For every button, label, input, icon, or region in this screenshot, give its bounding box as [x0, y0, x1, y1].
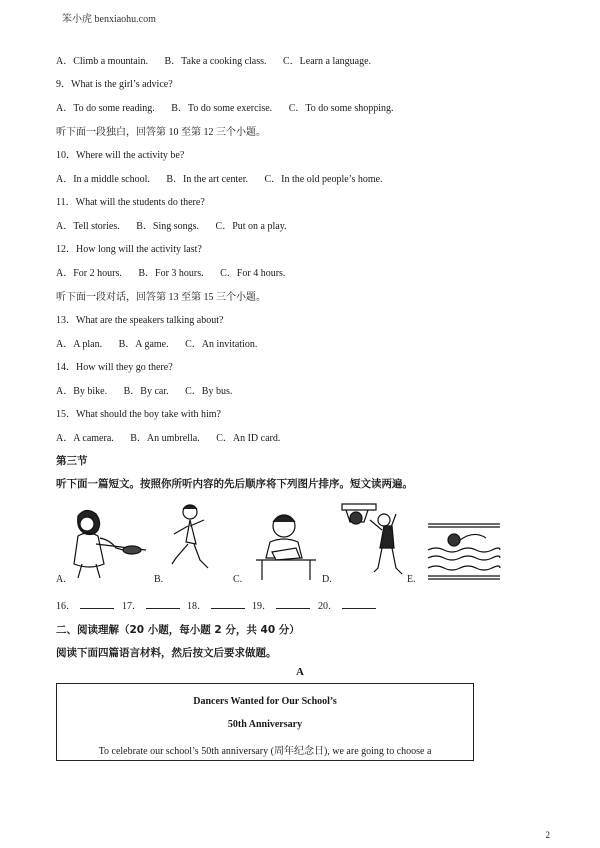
q15-option-b: B．An umbrella.: [130, 433, 200, 444]
violin-girl-picture: [74, 510, 146, 578]
picture-row: [56, 500, 536, 588]
answer-blank-19-line: [276, 598, 310, 609]
q9-option-a: A．To do some reading.: [56, 103, 155, 114]
passage-text: To celebrate our school’s 50th anniversary (周年纪念日), we are going to choose a: [98, 746, 432, 757]
passage-label: A: [296, 666, 304, 678]
picture-label-d: D.: [322, 574, 332, 585]
swimmer-picture: [428, 524, 500, 579]
q14-options: [56, 382, 246, 397]
q13-option-a: A．A plan.: [56, 339, 103, 350]
watermark: 笨小虎 benxiaohu.com: [62, 14, 156, 25]
q11-options: [56, 217, 301, 232]
answer-blank-17-label: 17．: [122, 601, 142, 612]
q11-option-c: C．Put on a play.: [215, 221, 287, 232]
instruction-10-12: 听下面一段独白，回答第 10 至第 12 三个小题。: [56, 127, 266, 138]
answer-blank-20[interactable]: [318, 597, 376, 612]
q12-question: 12．How long will the activity last?: [56, 244, 202, 255]
answer-blank-17-line: [146, 598, 180, 609]
part2-instruction: 阅读下面四篇语言材料，然后按文后要求做题。: [56, 647, 277, 659]
answer-blank-18[interactable]: [187, 597, 245, 612]
passage-box: [56, 683, 474, 761]
q12-option-c: C．For 4 hours.: [220, 268, 286, 279]
q15-options: [56, 429, 294, 444]
basketball-player-picture: [342, 504, 402, 574]
q13-options: [56, 335, 271, 350]
q10-option-c: C．In the old people’s home.: [264, 174, 383, 185]
answer-blank-18-line: [211, 598, 245, 609]
q15-question: 15．What should the boy take with him?: [56, 409, 221, 420]
answer-blank-19[interactable]: [252, 597, 310, 612]
q14-question: 14．How will they go there?: [56, 362, 173, 373]
q11-question: 11．What will the students do there?: [56, 197, 205, 208]
answer-blank-16-line: [80, 598, 114, 609]
instruction-13-15: 听下面一段对话，回答第 13 至第 15 三个小题。: [56, 292, 266, 303]
picture-label-a: A.: [56, 574, 66, 585]
q15-option-c: C．An ID card.: [216, 433, 281, 444]
page-number: 2: [545, 830, 550, 840]
q11-option-b: B．Sing songs.: [136, 221, 200, 232]
reading-boy-picture: [256, 515, 316, 580]
q13-option-c: C．An invitation.: [185, 339, 258, 350]
q11-option-a: A．Tell stories.: [56, 221, 120, 232]
q12-options: [56, 264, 299, 279]
q8-options: [56, 52, 385, 67]
q9-options: [56, 99, 408, 114]
q10-options: [56, 170, 397, 185]
running-boy-picture: [172, 505, 208, 568]
passage-title-line-2: 50th Anniversary: [227, 719, 303, 730]
answer-blank-19-label: 19．: [252, 601, 272, 612]
q15-option-a: A．A camera.: [56, 433, 114, 444]
q8-option-b: B．Take a cooking class.: [164, 56, 267, 67]
answer-blank-17[interactable]: [122, 597, 180, 612]
q10-question: 10．Where will the activity be?: [56, 150, 185, 161]
q14-option-b: B．By car.: [123, 386, 169, 397]
section3-instruction: 听下面一篇短文。按照你所听内容的先后顺序将下列图片排序。短文读两遍。: [56, 478, 413, 490]
q14-option-c: C．By bus.: [185, 386, 233, 397]
q13-question: 13．What are the speakers talking about?: [56, 315, 224, 326]
section3-title: 第三节: [56, 455, 88, 467]
picture-label-b: B.: [154, 574, 164, 585]
answer-blank-16[interactable]: [56, 597, 114, 612]
answer-blank-18-label: 18．: [187, 601, 207, 612]
q12-option-a: A．For 2 hours.: [56, 268, 122, 279]
q8-option-a: A．Climb a mountain.: [56, 56, 148, 67]
picture-label-c: C.: [233, 574, 243, 585]
q10-option-a: A．In a middle school.: [56, 174, 150, 185]
answer-blank-20-line: [342, 598, 376, 609]
q13-option-b: B．A game.: [118, 339, 169, 350]
q10-option-b: B．In the art center.: [166, 174, 249, 185]
q14-option-a: A．By bike.: [56, 386, 108, 397]
answer-blank-20-label: 20．: [318, 601, 338, 612]
q8-option-c: C．Learn a language.: [283, 56, 372, 67]
q12-option-b: B．For 3 hours.: [138, 268, 204, 279]
answer-blank-16-label: 16．: [56, 601, 76, 612]
part2-title: 二、阅读理解（20 小题，每小题 2 分，共 40 分）: [56, 624, 300, 636]
q9-question: 9．What is the girl’s advice?: [56, 79, 173, 90]
q9-option-c: C．To do some shopping.: [288, 103, 394, 114]
passage-title-line-1: Dancers Wanted for Our School’s: [193, 696, 337, 707]
picture-label-e: E.: [407, 574, 416, 585]
q9-option-b: B．To do some exercise.: [171, 103, 273, 114]
